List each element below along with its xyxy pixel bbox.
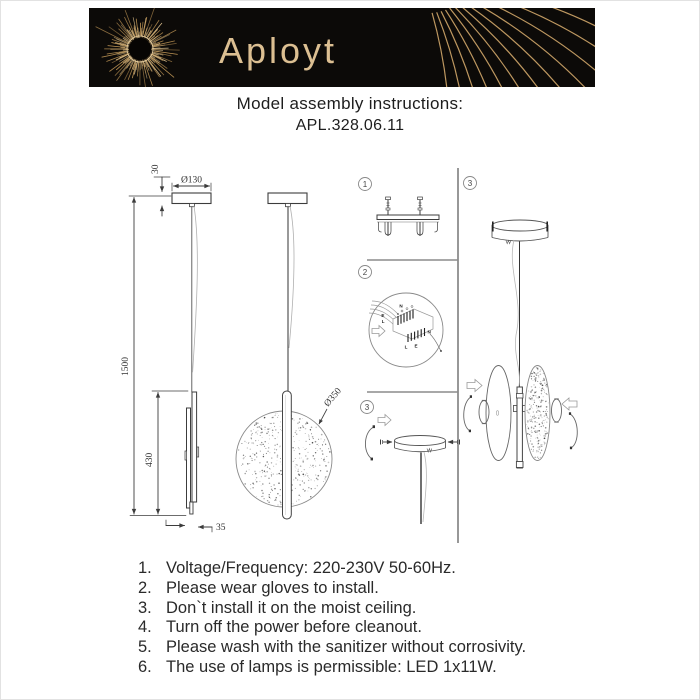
dim-1500-label: 1500 <box>121 357 131 376</box>
item-text: Please wash with the sanitizer without corrosivity. <box>166 638 527 657</box>
instruction-item <box>138 658 678 678</box>
item-number: 2. <box>138 578 152 597</box>
led-tube-assembled <box>517 387 522 468</box>
final-assembly-panel <box>464 177 578 469</box>
step-2-panel <box>359 266 444 368</box>
item-text: Please wear gloves to install. <box>166 578 379 597</box>
push-arrow-icon <box>378 415 391 426</box>
item-text: Turn off the power before cleanout. <box>166 618 422 637</box>
fixing-hook-right <box>570 414 577 448</box>
model-number: APL.328.06.11 <box>295 117 405 134</box>
instruction-list <box>138 559 678 678</box>
page-title: Model assembly instructions: <box>236 94 464 113</box>
terminal-label-l-left: L <box>381 319 385 324</box>
step-2-number: 2 <box>362 267 368 277</box>
fixing-ring-right <box>552 399 562 422</box>
step-3-panel <box>361 401 460 525</box>
instruction-item <box>138 579 678 599</box>
terminal-label-n-top: N <box>399 303 403 309</box>
fixing-hook-left <box>464 397 471 431</box>
item-number: 5. <box>138 638 152 657</box>
terminal-label-e-bottom: E <box>414 343 418 349</box>
item-number: 6. <box>138 657 152 676</box>
dim-d130-label: Ø130 <box>180 175 203 186</box>
terminal-label-n-right: N <box>427 329 431 335</box>
terminal-label-e-left: E <box>381 313 385 318</box>
canopy-assembled <box>492 220 548 231</box>
dim-430-label: 430 <box>145 452 155 467</box>
push-arrow-icon <box>467 380 482 392</box>
step-3-number: 3 <box>364 402 370 412</box>
canopy-front-view <box>268 193 307 204</box>
instruction-item <box>138 599 678 619</box>
canopy-side-view <box>172 193 211 204</box>
dim-d350-label: Ø350 <box>322 386 344 409</box>
item-number: 3. <box>138 598 152 617</box>
dim-35-label: 35 <box>216 523 226 533</box>
step-1-number: 1 <box>362 179 368 189</box>
instruction-item <box>138 559 678 579</box>
instruction-item <box>138 638 678 658</box>
instruction-item <box>138 618 678 638</box>
mounting-ring <box>365 427 374 459</box>
brand-name: Aployt <box>219 30 338 71</box>
step-1-panel <box>359 178 440 237</box>
item-text: Don`t install it on the moist ceiling. <box>166 598 417 617</box>
item-text: Voltage/Frequency: 220-230V 50-60Hz. <box>166 559 456 577</box>
terminal-label-l-bottom: L <box>404 344 408 350</box>
dim-30-label: 30 <box>151 164 161 174</box>
item-number: 1. <box>138 559 152 577</box>
led-tube <box>283 391 292 519</box>
item-number: 4. <box>138 618 152 637</box>
front-view-drawing <box>236 193 344 519</box>
item-text: The use of lamps is permissible: LED 1x11W. <box>166 657 497 676</box>
side-view-drawing <box>121 164 226 533</box>
push-arrow-icon <box>562 398 577 410</box>
step-3-final-number: 3 <box>467 178 473 188</box>
